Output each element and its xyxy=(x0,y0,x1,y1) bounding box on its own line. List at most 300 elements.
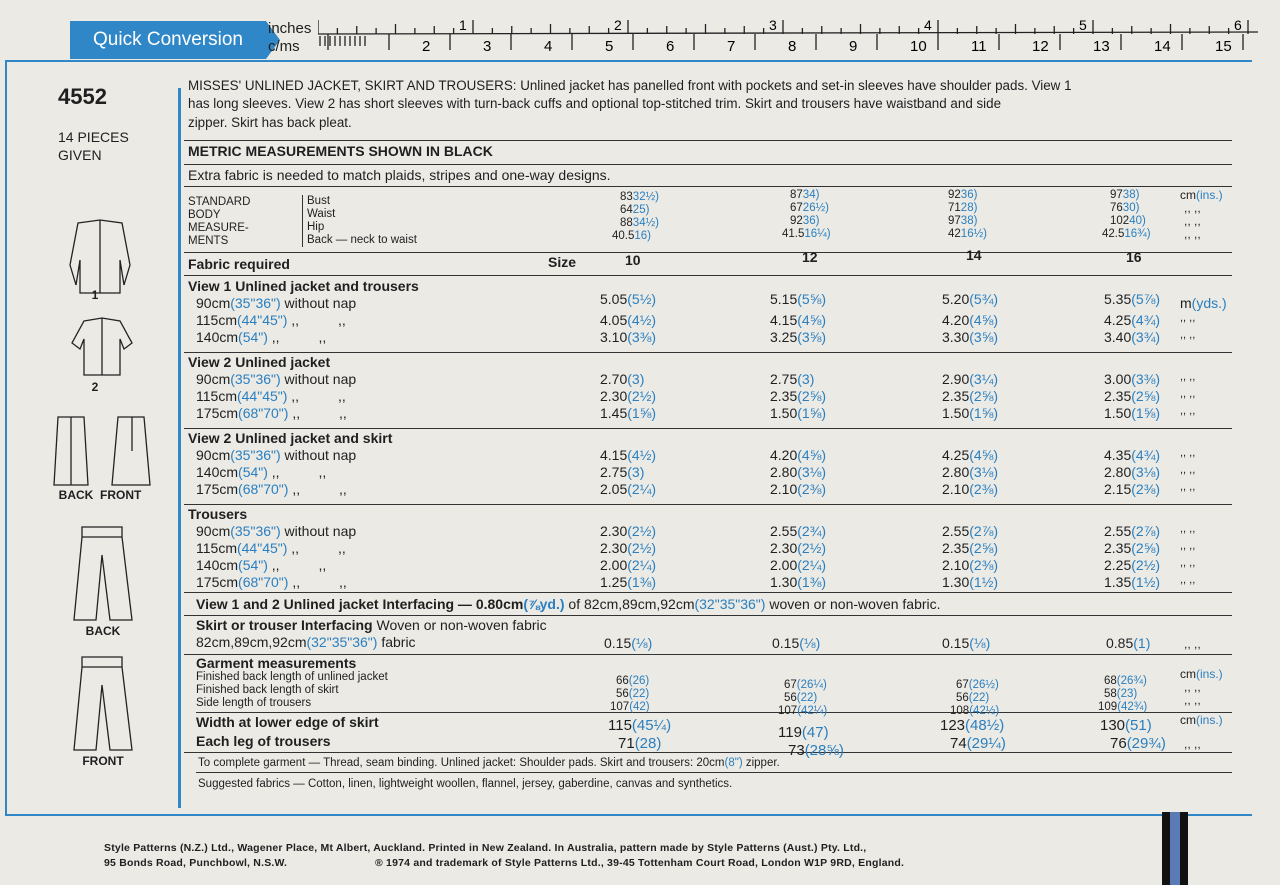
width-ins: (44"45") xyxy=(236,312,288,328)
yardage-unit: ,, ,, xyxy=(1180,574,1196,586)
garment-value xyxy=(784,692,817,704)
metric-value: 3.10 xyxy=(600,329,628,345)
metric-value: 1.30 xyxy=(942,574,970,590)
imperial-value: (4⅝) xyxy=(797,447,827,463)
yardage-value xyxy=(942,312,998,328)
width-ins: (68"70") xyxy=(238,481,289,497)
garment-value xyxy=(956,692,989,704)
yardage-unit: ,, ,, xyxy=(1180,523,1196,535)
trouser-leg-value xyxy=(950,735,1006,752)
metric-value: 2.10 xyxy=(942,557,970,573)
metric-value: 1.30 xyxy=(770,574,798,590)
cm-mark: 5 xyxy=(605,38,614,55)
metric-value: 4.15 xyxy=(770,312,798,328)
yardage-value xyxy=(942,371,998,387)
footer-line-2: 95 Bonds Road, Punchbowl, N.S.W. xyxy=(104,857,288,869)
yardage-value xyxy=(942,388,998,404)
imperial-value: (2⅜) xyxy=(1131,481,1161,497)
metric-value: 3.30 xyxy=(942,329,970,345)
cm-mark: 7 xyxy=(727,38,736,55)
yardage-value xyxy=(770,557,826,573)
inch-mark: 6 xyxy=(1234,17,1242,33)
cm-mark: 14 xyxy=(1154,38,1171,55)
trouser-leg-label: Each leg of trousers xyxy=(196,733,331,749)
yardage-value xyxy=(942,523,998,539)
hip-label: Hip xyxy=(307,221,325,233)
metric-value: 2.25 xyxy=(1104,557,1132,573)
garment-measurements-title: Garment measurements xyxy=(196,655,357,671)
yardage-unit: ,, ,, xyxy=(1180,481,1196,493)
fabric-width-row xyxy=(196,371,356,387)
width-cm: 115cm xyxy=(196,312,237,328)
ditto: ,, ,, xyxy=(1184,737,1201,751)
yardage-value xyxy=(600,447,656,463)
imperial-value: (2⅞) xyxy=(1131,523,1161,539)
fabric-width-row xyxy=(196,481,347,497)
metric-value: 2.75 xyxy=(600,464,628,480)
fabric-width-row xyxy=(196,295,356,311)
metric-value: 67 xyxy=(790,202,803,214)
text-part: (⅞yd.) xyxy=(523,596,565,612)
metric-value: 2.30 xyxy=(600,540,628,556)
metric-value: 42 xyxy=(948,228,961,240)
garment-value xyxy=(950,705,999,717)
imperial-value: (3) xyxy=(627,464,645,480)
unit-yds: (yds.) xyxy=(1191,295,1227,311)
yardage-value xyxy=(600,574,656,590)
label-line: STANDARD xyxy=(188,196,251,208)
imperial-value: (3⅜) xyxy=(627,329,657,345)
fabric-required-title: Fabric required xyxy=(188,256,290,272)
fabric-width-row xyxy=(196,405,347,421)
metric-value: 2.75 xyxy=(770,371,798,387)
imperial-value: 36) xyxy=(802,215,820,227)
unit-ins: (ins.) xyxy=(1196,667,1223,681)
width-ins: (44"45") xyxy=(236,388,288,404)
rule xyxy=(196,712,1232,713)
skirt-caption: BACK FRONT xyxy=(58,488,142,502)
imperial-value: (3⅛) xyxy=(797,464,827,480)
text-part: of 82cm,89cm,92cm xyxy=(564,596,695,612)
imperial-value: (2⅞) xyxy=(969,523,999,539)
text-part: woven or non-woven fabric. xyxy=(765,596,941,612)
metric-value: 102 xyxy=(1110,215,1130,227)
yardage-value xyxy=(942,574,998,590)
imperial-value: (3⅜) xyxy=(1131,371,1161,387)
imperial-value: (1⅝) xyxy=(797,405,827,421)
text-part: (32"35"36") xyxy=(694,596,766,612)
width-ins: (35"36") xyxy=(230,371,281,387)
unit-m: m xyxy=(1180,295,1192,311)
trousers-back-sketch xyxy=(74,527,132,620)
trouser-leg-value xyxy=(618,735,661,752)
imperial-value: (4½) xyxy=(627,312,657,328)
ditto: ,, ,, xyxy=(1184,637,1201,651)
garment-value xyxy=(1098,701,1147,713)
to-complete-note xyxy=(198,757,780,769)
pieces-count xyxy=(58,128,129,164)
imperial-value: (51) xyxy=(1125,717,1152,734)
metric-value: 123 xyxy=(940,717,966,734)
yardage-value xyxy=(770,405,826,421)
ruler-inches-label: inches xyxy=(268,20,312,37)
nap-note: without nap xyxy=(280,295,357,311)
metric-value: 2.35 xyxy=(942,540,970,556)
skirt-width-value xyxy=(778,724,829,741)
imperial-value: 38) xyxy=(1122,189,1140,201)
imperial-value: (22) xyxy=(796,692,818,704)
imperial-value: (2½) xyxy=(627,523,657,539)
interfacing-value xyxy=(942,635,990,651)
imperial-value: (2½) xyxy=(797,540,827,556)
text-part: 82cm,89cm,92cm xyxy=(196,634,307,650)
divider-line xyxy=(178,88,181,808)
imperial-value: (42½) xyxy=(969,705,1000,717)
garment-value xyxy=(610,701,650,713)
metric-value: 67 xyxy=(956,679,969,691)
imperial-value: (2⅝) xyxy=(797,388,827,404)
nap-note: ,, ,, xyxy=(288,405,347,421)
yardage-value xyxy=(942,481,998,497)
rule xyxy=(184,252,1232,253)
metric-value: 4.15 xyxy=(600,447,628,463)
imperial-value: (26¾) xyxy=(1116,675,1147,687)
imperial-value: (1⅜) xyxy=(627,574,657,590)
yardage-value xyxy=(942,464,998,480)
yardage-value xyxy=(942,557,998,573)
imperial-value: (47) xyxy=(801,724,829,741)
metric-value: 130 xyxy=(1100,717,1126,734)
body-value xyxy=(620,204,649,216)
imperial-value: 26½) xyxy=(802,202,830,214)
nap-note: without nap xyxy=(280,523,357,539)
body-value xyxy=(1110,215,1146,227)
yardage-unit: ,, ,, xyxy=(1180,447,1196,459)
garment-row-label: Finished back length of skirt xyxy=(196,684,339,696)
imperial-value: (2¼) xyxy=(627,481,657,497)
rule xyxy=(184,164,1232,165)
body-value xyxy=(790,189,819,201)
metric-value: 1.50 xyxy=(770,405,798,421)
fabric-width-row xyxy=(196,312,346,328)
metric-value: 4.25 xyxy=(942,447,970,463)
imperial-value: (3⅛) xyxy=(1131,464,1161,480)
inch-mark: 2 xyxy=(614,17,622,33)
yardage-unit: ,, ,, xyxy=(1180,388,1196,400)
conversion-ruler xyxy=(318,10,1280,58)
imperial-value: 16½) xyxy=(960,228,988,240)
width-cm: 115cm xyxy=(196,540,237,556)
garment-value xyxy=(956,679,999,691)
metric-value: 2.10 xyxy=(770,481,798,497)
width-ins: (54") xyxy=(238,464,268,480)
rule xyxy=(184,352,1232,353)
fabric-width-row xyxy=(196,523,356,539)
yardage-value xyxy=(942,291,998,307)
metric-value: 88 xyxy=(620,217,633,229)
yardage-value xyxy=(1104,523,1160,539)
imperial-value: (4⅝) xyxy=(969,447,999,463)
ditto: ,, ,, xyxy=(1184,201,1201,215)
nap-note: ,, ,, xyxy=(287,540,346,556)
metric-value: 2.15 xyxy=(1104,481,1132,497)
jacket-interfacing xyxy=(196,596,941,612)
body-value xyxy=(612,230,651,242)
yardage-value xyxy=(1104,540,1160,556)
imperial-value: (2⅜) xyxy=(969,557,999,573)
ditto: ,, ,, xyxy=(1184,214,1201,228)
garment-value xyxy=(1104,675,1147,687)
imperial-value: (42¼) xyxy=(797,705,828,717)
section-title: View 1 Unlined jacket and trousers xyxy=(188,278,419,294)
metric-value: 92 xyxy=(790,215,803,227)
metric-value: 2.90 xyxy=(942,371,970,387)
cm-mark: 15 xyxy=(1215,38,1232,55)
yardage-value xyxy=(600,371,644,387)
label-line: MEASURE- xyxy=(188,222,249,234)
trousers-front-sketch xyxy=(74,657,132,750)
yardage-value xyxy=(600,481,656,497)
metric-value: 109 xyxy=(1098,701,1118,713)
nap-note: ,, ,, xyxy=(267,329,327,345)
yardage-unit: ,, ,, xyxy=(1180,557,1196,569)
text-part: zipper. xyxy=(742,757,780,769)
metric-value: 2.05 xyxy=(600,481,628,497)
metric-value: 2.00 xyxy=(600,557,628,573)
yardage-unit: ,, ,, xyxy=(1180,371,1196,383)
inch-mark: 3 xyxy=(769,17,777,33)
stripe xyxy=(1180,812,1188,885)
width-cm: 175cm xyxy=(196,405,239,421)
nap-note: ,, ,, xyxy=(288,574,347,590)
imperial-value: (4⅝) xyxy=(797,312,827,328)
yardage-value xyxy=(600,540,656,556)
description-line: has long sleeves. View 2 has short sleeves with turn-back cuffs and optional top-stitched trim. Skirt and trousers have waistband and side xyxy=(188,96,1002,111)
imperial-value: (3¾) xyxy=(1131,329,1161,345)
metric-value: 74 xyxy=(950,735,967,752)
body-value xyxy=(782,228,831,240)
width-units xyxy=(1180,713,1223,727)
body-value xyxy=(948,215,977,227)
yardage-value xyxy=(770,464,826,480)
imperial-value: (23) xyxy=(1116,688,1138,700)
metric-value: 92 xyxy=(948,189,961,201)
metric-value: 5.05 xyxy=(600,291,628,307)
metric-value: 4.05 xyxy=(600,312,628,328)
yardage-value xyxy=(1104,481,1160,497)
metric-value: 83 xyxy=(620,191,633,203)
width-ins: (35"36") xyxy=(230,523,281,539)
width-cm: 90cm xyxy=(196,295,231,311)
yardage-unit: ,, ,, xyxy=(1180,405,1196,417)
metric-value: 2.30 xyxy=(600,523,628,539)
imperial-value: (2¼) xyxy=(627,557,657,573)
trouser-interfacing-line2 xyxy=(196,634,416,650)
yardage-value xyxy=(600,291,656,307)
imperial-value: (48½) xyxy=(965,717,1005,734)
nap-note: ,, ,, xyxy=(287,312,346,328)
unit-cm: cm xyxy=(1180,188,1196,202)
skirt-sketch xyxy=(54,417,150,485)
metric-value: 58 xyxy=(1104,688,1117,700)
metric-value: 76 xyxy=(1110,202,1123,214)
metric-value: 2.35 xyxy=(770,388,798,404)
imperial-value: (1⅜) xyxy=(797,574,827,590)
yardage-value xyxy=(1104,405,1160,421)
section-title: Trousers xyxy=(188,506,248,522)
nap-note: ,, ,, xyxy=(287,388,346,404)
skirt-width-value xyxy=(940,717,1004,734)
unit-cm: cm xyxy=(1180,667,1196,681)
cm-mark: 8 xyxy=(788,38,797,55)
view1-caption: 1 xyxy=(91,288,99,302)
body-value xyxy=(790,215,819,227)
cm-mark: 6 xyxy=(666,38,675,55)
garment-value xyxy=(616,675,649,687)
metric-value: 2.35 xyxy=(1104,540,1132,556)
inch-mark: 4 xyxy=(924,17,932,33)
imperial-value: (22) xyxy=(628,688,650,700)
unit-cm: cm xyxy=(1180,713,1196,727)
fabric-width-row xyxy=(196,388,346,404)
metric-value: 2.55 xyxy=(1104,523,1132,539)
body-value xyxy=(620,191,659,203)
yardage-value xyxy=(600,464,644,480)
imperial-value: (3¼) xyxy=(969,371,999,387)
imperial-value: 30) xyxy=(1122,202,1140,214)
extra-fabric-note: Extra fabric is needed to match plaids, stripes and one-way designs. xyxy=(188,167,611,183)
imperial-value: (4⅝) xyxy=(969,312,999,328)
width-cm: 140cm xyxy=(196,464,239,480)
imperial-value: 32½) xyxy=(632,191,660,203)
imperial-value: 16¼) xyxy=(804,228,831,240)
metric-value: 2.55 xyxy=(770,523,798,539)
yardage-value xyxy=(1104,574,1160,590)
quick-conversion-label: Quick Conversion xyxy=(70,21,266,59)
imperial-value: (2⅝) xyxy=(969,540,999,556)
metric-value: 1.25 xyxy=(600,574,628,590)
pieces-line: GIVEN xyxy=(58,147,102,163)
metric-value: 2.80 xyxy=(1104,464,1132,480)
yardage-value xyxy=(1104,388,1160,404)
stripe xyxy=(1162,812,1170,885)
garment-value xyxy=(778,705,827,717)
imperial-value: (2⅜) xyxy=(797,481,827,497)
metric-value: 1.50 xyxy=(1104,405,1132,421)
size-10: 10 xyxy=(625,252,641,268)
metric-value: 0.15 xyxy=(772,635,800,651)
back-neck-waist-label: Back — neck to waist xyxy=(307,234,417,246)
interfacing-value xyxy=(604,635,652,651)
skirt-width-label: Width at lower edge of skirt xyxy=(196,714,379,730)
waist-label: Waist xyxy=(307,208,336,220)
bust-label: Bust xyxy=(307,195,331,207)
imperial-value: (2¼) xyxy=(797,557,827,573)
skirt-width-value xyxy=(608,717,671,734)
width-cm: 140cm xyxy=(196,557,239,573)
metric-value: 64 xyxy=(620,204,633,216)
metric-value: 1.35 xyxy=(1104,574,1132,590)
metric-value: 2.80 xyxy=(942,464,970,480)
yardage-value xyxy=(770,388,826,404)
metric-value: 56 xyxy=(956,692,969,704)
imperial-value: (29¼) xyxy=(966,735,1006,752)
metric-value: 115 xyxy=(608,717,632,734)
yardage-value xyxy=(942,329,998,345)
yardage-value xyxy=(600,405,656,421)
imperial-value: (2⅜) xyxy=(969,481,999,497)
fabric-width-row xyxy=(196,557,326,573)
metric-value: 71 xyxy=(618,735,635,752)
cm-mark: 11 xyxy=(971,38,987,55)
cm-mark: 2 xyxy=(422,38,431,55)
body-value xyxy=(620,217,659,229)
imperial-value: (1⅝) xyxy=(627,405,657,421)
description-line: MISSES' UNLINED JACKET, SKIRT AND TROUSERS: Unlined jacket has panelled front with pockets and set-in sleeves have shoulder pads. View 1 xyxy=(188,78,1072,93)
imperial-value: (3⅝) xyxy=(969,329,999,345)
text-part: View 1 and 2 Unlined jacket Interfacing — 0.80cm xyxy=(196,596,524,612)
yardage-value xyxy=(770,523,826,539)
metric-value: 2.10 xyxy=(942,481,970,497)
metric-value: 3.40 xyxy=(1104,329,1132,345)
interfacing-value xyxy=(772,635,820,651)
imperial-value: (2½) xyxy=(627,388,657,404)
metric-value: 5.15 xyxy=(770,291,798,307)
width-cm: 140cm xyxy=(196,329,239,345)
imperial-value: (⅛) xyxy=(799,635,821,651)
nap-note: without nap xyxy=(280,371,357,387)
imperial-value: 25) xyxy=(632,204,650,216)
stripe xyxy=(1170,812,1180,885)
yardage-value xyxy=(600,388,656,404)
rule xyxy=(184,275,1232,276)
nap-note: ,, ,, xyxy=(267,464,327,480)
imperial-value: (26¼) xyxy=(796,679,827,691)
body-measurements-items xyxy=(302,195,417,247)
yardage-value xyxy=(1104,557,1160,573)
imperial-value: (1⅝) xyxy=(1131,405,1161,421)
yardage-value xyxy=(770,291,826,307)
metric-value: 3.00 xyxy=(1104,371,1132,387)
fabric-width-row xyxy=(196,329,326,345)
inch-mark: 5 xyxy=(1079,17,1087,33)
imperial-value: (2¾) xyxy=(797,523,827,539)
imperial-value: (3⅝) xyxy=(797,329,827,345)
width-ins: (54") xyxy=(238,329,268,345)
garment-value xyxy=(616,688,649,700)
garment-value xyxy=(1104,688,1137,700)
body-value xyxy=(1110,189,1139,201)
metric-value: 71 xyxy=(948,202,961,214)
imperial-value: (4½) xyxy=(627,447,657,463)
imperial-value: (4¾) xyxy=(1131,447,1161,463)
imperial-value: (⅛) xyxy=(631,635,653,651)
imperial-value: 28) xyxy=(960,202,978,214)
suggested-fabrics: Suggested fabrics — Cotton, linen, lightweight woollen, flannel, jersey, gaberdine, canvas and synthetics. xyxy=(198,778,733,790)
yardage-value xyxy=(1104,329,1160,345)
section-title: View 2 Unlined jacket and skirt xyxy=(188,430,393,446)
width-cm: 175cm xyxy=(196,481,239,497)
imperial-value: (29¾) xyxy=(1126,735,1166,752)
skirt-width-value xyxy=(1100,717,1152,734)
footer-line-2b: ® 1974 and trademark of Style Patterns Ltd., 39-45 Tottenham Court Road, London W1P 9RD, England. xyxy=(375,857,905,869)
imperial-value: 16¾) xyxy=(1124,228,1151,240)
imperial-value: (42¾) xyxy=(1117,701,1148,713)
nap-note: ,, ,, xyxy=(267,557,327,573)
label-line: MENTS xyxy=(188,235,229,247)
garment-row-label: Side length of trousers xyxy=(196,697,312,709)
metric-value: 2.30 xyxy=(600,388,628,404)
